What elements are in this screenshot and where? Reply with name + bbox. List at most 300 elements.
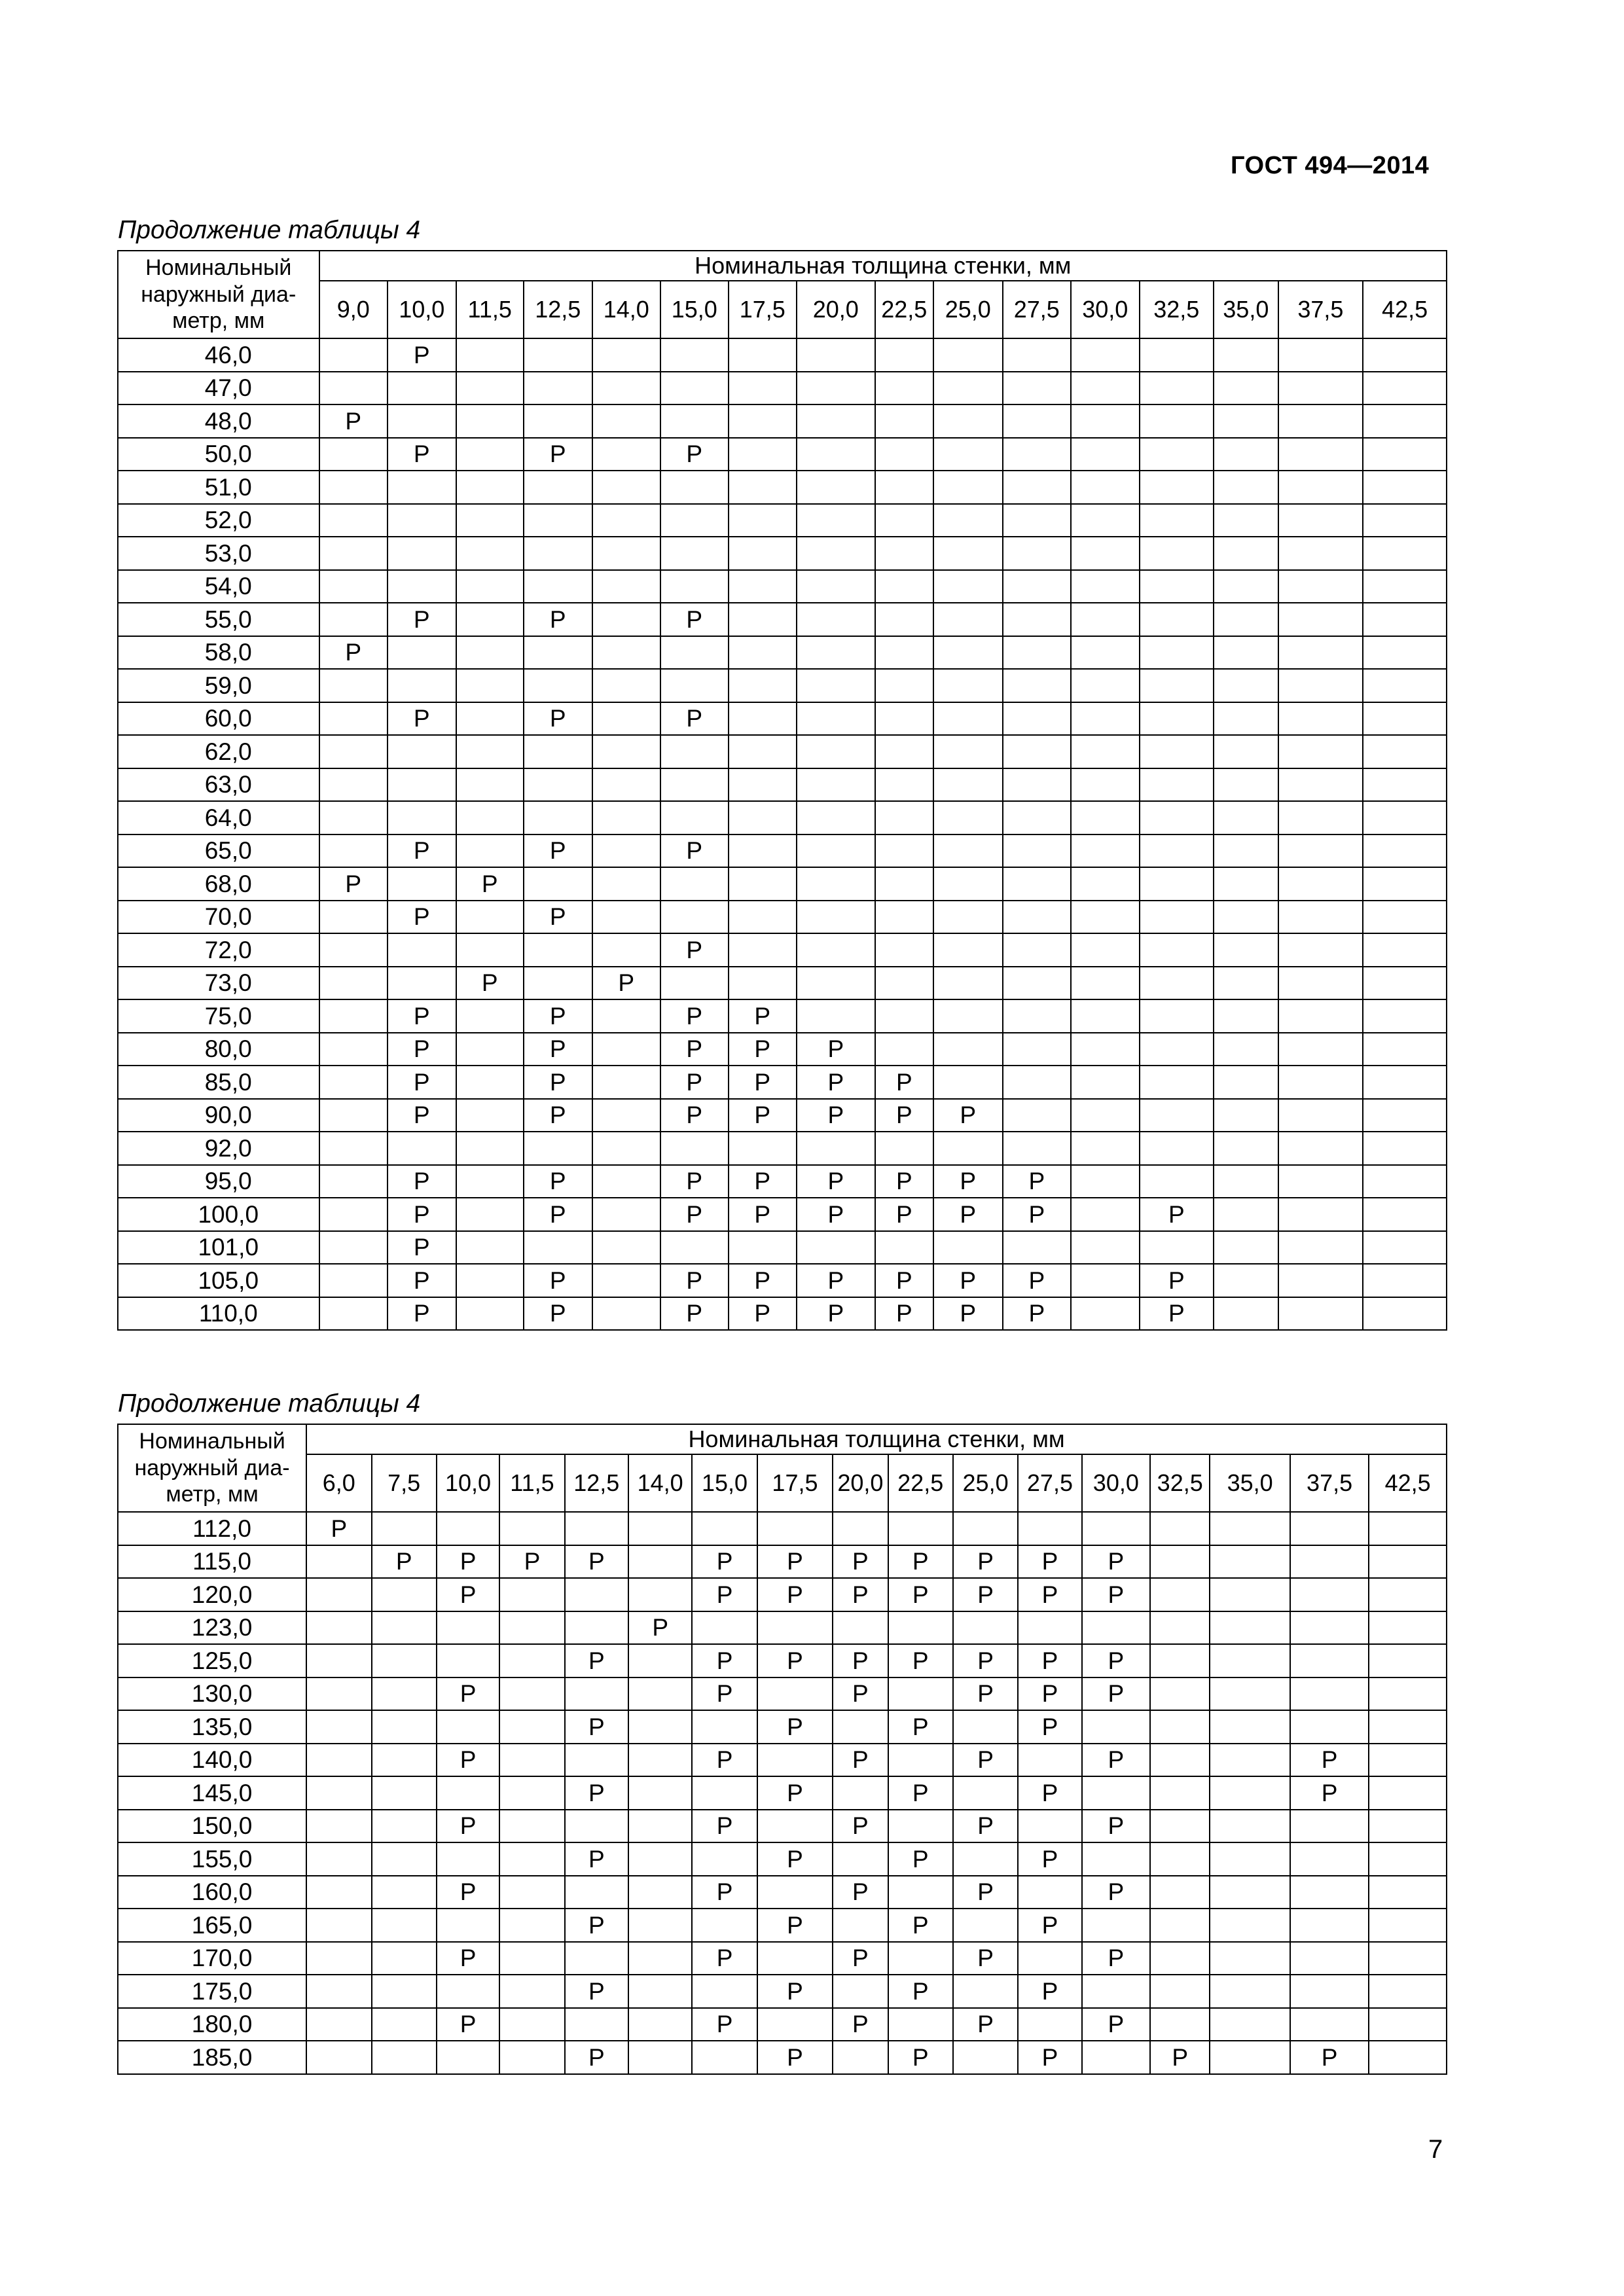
diameter-cell: 175,0	[118, 1975, 306, 2008]
availability-cell	[1071, 768, 1140, 802]
availability-cell	[565, 2008, 628, 2041]
availability-cell: Р	[1290, 1744, 1369, 1777]
availability-cell	[592, 338, 661, 372]
availability-cell	[1278, 1264, 1363, 1297]
availability-cell	[456, 735, 524, 768]
availability-cell	[319, 372, 388, 405]
table-row	[118, 1297, 1447, 1331]
availability-cell	[306, 2041, 371, 2074]
availability-cell	[1278, 1132, 1363, 1165]
diameter-cell: 47,0	[118, 372, 319, 405]
diameter-cell: 100,0	[118, 1198, 319, 1231]
availability-cell	[1150, 1578, 1210, 1611]
availability-cell	[1214, 1297, 1278, 1331]
availability-cell	[1363, 471, 1447, 504]
diameter-cell: 185,0	[118, 2041, 306, 2074]
availability-cell	[1210, 1744, 1290, 1777]
availability-cell: Р	[888, 1710, 953, 1744]
availability-cell: Р	[729, 1066, 797, 1099]
table-row	[118, 1810, 1447, 1843]
availability-cell: Р	[757, 1776, 833, 1810]
availability-cell	[1214, 1066, 1278, 1099]
availability-cell	[1363, 801, 1447, 834]
availability-cell	[933, 603, 1003, 636]
table-row	[118, 1876, 1447, 1909]
availability-cell	[933, 834, 1003, 868]
table-row	[118, 338, 1447, 372]
availability-cell	[1214, 603, 1278, 636]
availability-cell	[372, 1512, 437, 1545]
availability-cell	[388, 372, 456, 405]
availability-cell	[1363, 1231, 1447, 1265]
availability-cell	[953, 1909, 1018, 1942]
thickness-column-header: 15,0	[660, 281, 729, 338]
availability-cell	[1003, 504, 1072, 537]
availability-cell: Р	[372, 1545, 437, 1579]
availability-cell: Р	[388, 1198, 456, 1231]
availability-cell: Р	[1150, 2041, 1210, 2074]
availability-cell	[1214, 537, 1278, 570]
table-row	[118, 834, 1447, 868]
availability-cell	[1150, 1876, 1210, 1909]
availability-cell: Р	[1082, 1545, 1150, 1579]
availability-cell	[1150, 1710, 1210, 1744]
availability-cell	[660, 867, 729, 901]
availability-cell: Р	[1290, 2041, 1369, 2074]
availability-cell	[319, 702, 388, 736]
availability-cell: Р	[437, 1942, 499, 1975]
availability-cell	[1290, 1810, 1369, 1843]
availability-cell	[797, 967, 875, 1000]
availability-cell	[729, 404, 797, 438]
availability-cell: Р	[1018, 1545, 1081, 1579]
availability-cell	[524, 735, 592, 768]
availability-cell	[1363, 901, 1447, 934]
availability-cell	[660, 967, 729, 1000]
availability-cell	[1210, 1710, 1290, 1744]
availability-cell	[1278, 999, 1363, 1033]
table-row	[118, 438, 1447, 471]
availability-cell	[1071, 1132, 1140, 1165]
table-row	[118, 1198, 1447, 1231]
availability-cell	[372, 1710, 437, 1744]
table2	[117, 1424, 1447, 2075]
table-row	[118, 1545, 1447, 1579]
availability-cell: Р	[1018, 1975, 1081, 2008]
availability-cell	[592, 372, 661, 405]
availability-cell	[1290, 1909, 1369, 1942]
availability-cell	[319, 933, 388, 967]
availability-cell	[456, 999, 524, 1033]
availability-cell	[1214, 471, 1278, 504]
row-header-label: Номинальный наружный диа-метр, мм	[118, 1424, 306, 1512]
availability-cell	[319, 504, 388, 537]
availability-cell: Р	[306, 1512, 371, 1545]
wall-thickness-header: Номинальная толщина стенки, мм	[319, 251, 1447, 281]
availability-cell	[692, 1909, 757, 1942]
availability-cell	[875, 834, 933, 868]
diameter-cell: 62,0	[118, 735, 319, 768]
availability-cell	[1003, 570, 1072, 603]
availability-cell: Р	[797, 1066, 875, 1099]
availability-cell	[592, 1264, 661, 1297]
availability-cell: Р	[757, 1578, 833, 1611]
availability-cell	[456, 404, 524, 438]
availability-cell	[797, 603, 875, 636]
availability-cell: Р	[875, 1165, 933, 1198]
availability-cell	[1363, 504, 1447, 537]
availability-cell: Р	[833, 1876, 888, 1909]
availability-cell	[628, 1710, 692, 1744]
availability-cell	[953, 1512, 1018, 1545]
availability-cell	[1150, 1842, 1210, 1876]
availability-cell	[592, 999, 661, 1033]
availability-cell: Р	[797, 1165, 875, 1198]
availability-cell	[456, 669, 524, 702]
availability-cell	[319, 1099, 388, 1132]
thickness-column-header: 27,5	[1018, 1454, 1081, 1512]
availability-cell	[319, 1066, 388, 1099]
availability-cell	[1071, 1066, 1140, 1099]
availability-cell: Р	[953, 1578, 1018, 1611]
availability-cell	[592, 471, 661, 504]
availability-cell: Р	[524, 1165, 592, 1198]
availability-cell	[372, 1611, 437, 1645]
availability-cell	[1210, 1677, 1290, 1711]
availability-cell	[933, 471, 1003, 504]
availability-cell	[499, 1710, 564, 1744]
thickness-column-header: 11,5	[499, 1454, 564, 1512]
diameter-cell: 125,0	[118, 1644, 306, 1677]
availability-cell: Р	[757, 1975, 833, 2008]
availability-cell	[524, 372, 592, 405]
availability-cell	[888, 2008, 953, 2041]
availability-cell	[319, 901, 388, 934]
availability-cell	[1082, 1776, 1150, 1810]
availability-cell	[1210, 1975, 1290, 2008]
availability-cell: Р	[1018, 2041, 1081, 2074]
thickness-column-header: 42,5	[1369, 1454, 1447, 1512]
availability-cell	[797, 570, 875, 603]
availability-cell: Р	[388, 1066, 456, 1099]
availability-cell: Р	[524, 834, 592, 868]
availability-cell	[729, 471, 797, 504]
availability-cell	[456, 636, 524, 670]
availability-cell: Р	[729, 999, 797, 1033]
availability-cell	[797, 1132, 875, 1165]
availability-cell: Р	[729, 1099, 797, 1132]
table-row	[118, 636, 1447, 670]
diameter-cell: 72,0	[118, 933, 319, 967]
availability-cell	[1278, 603, 1363, 636]
availability-cell	[524, 404, 592, 438]
availability-cell	[1018, 1942, 1081, 1975]
availability-cell	[1369, 1942, 1447, 1975]
availability-cell	[388, 967, 456, 1000]
availability-cell	[1363, 1033, 1447, 1066]
table-row	[118, 1611, 1447, 1645]
availability-cell	[628, 1876, 692, 1909]
availability-cell	[833, 1710, 888, 1744]
availability-cell: Р	[833, 1578, 888, 1611]
availability-cell	[875, 1132, 933, 1165]
availability-cell	[306, 1909, 371, 1942]
availability-cell	[388, 471, 456, 504]
availability-cell	[1363, 404, 1447, 438]
availability-cell	[1150, 1942, 1210, 1975]
availability-cell	[1278, 933, 1363, 967]
availability-cell	[953, 1975, 1018, 2008]
availability-cell	[1369, 1776, 1447, 1810]
availability-cell: Р	[833, 1677, 888, 1711]
availability-cell	[1071, 669, 1140, 702]
availability-cell	[875, 1033, 933, 1066]
availability-cell	[1363, 669, 1447, 702]
diameter-cell: 123,0	[118, 1611, 306, 1645]
availability-cell	[1363, 570, 1447, 603]
availability-cell: Р	[388, 999, 456, 1033]
availability-cell	[1278, 768, 1363, 802]
availability-cell	[888, 1611, 953, 1645]
thickness-column-header: 9,0	[319, 281, 388, 338]
availability-cell: Р	[1082, 1876, 1150, 1909]
availability-cell: Р	[524, 1264, 592, 1297]
availability-cell	[1210, 1876, 1290, 1909]
availability-cell: Р	[757, 1710, 833, 1744]
availability-cell	[797, 702, 875, 736]
availability-cell	[729, 933, 797, 967]
availability-cell	[1018, 1611, 1081, 1645]
diameter-cell: 48,0	[118, 404, 319, 438]
thickness-column-header: 17,5	[729, 281, 797, 338]
availability-cell	[1290, 1644, 1369, 1677]
availability-cell	[456, 1297, 524, 1331]
availability-cell	[729, 834, 797, 868]
availability-cell	[1140, 404, 1214, 438]
availability-cell: Р	[388, 1033, 456, 1066]
availability-cell	[1003, 768, 1072, 802]
availability-cell: Р	[437, 1810, 499, 1843]
diameter-cell: 63,0	[118, 768, 319, 802]
availability-cell	[1363, 1198, 1447, 1231]
availability-cell: Р	[524, 1066, 592, 1099]
thickness-column-header: 25,0	[953, 1454, 1018, 1512]
availability-cell	[388, 504, 456, 537]
availability-cell	[524, 504, 592, 537]
availability-cell	[388, 1132, 456, 1165]
availability-cell	[306, 1744, 371, 1777]
diameter-cell: 135,0	[118, 1710, 306, 1744]
diameter-cell: 180,0	[118, 2008, 306, 2041]
availability-cell	[388, 768, 456, 802]
availability-cell	[1214, 768, 1278, 802]
availability-cell: Р	[388, 1231, 456, 1265]
availability-cell	[1071, 338, 1140, 372]
availability-cell	[953, 1842, 1018, 1876]
availability-cell: Р	[1140, 1198, 1214, 1231]
availability-cell	[1214, 404, 1278, 438]
availability-cell	[660, 669, 729, 702]
availability-cell	[592, 636, 661, 670]
availability-cell	[1140, 603, 1214, 636]
availability-cell	[1278, 504, 1363, 537]
availability-cell	[628, 1810, 692, 1843]
diameter-cell: 55,0	[118, 603, 319, 636]
table-row	[118, 1264, 1447, 1297]
availability-cell: Р	[319, 636, 388, 670]
availability-cell	[456, 471, 524, 504]
availability-cell: Р	[757, 1545, 833, 1579]
availability-cell	[388, 570, 456, 603]
availability-cell	[628, 1644, 692, 1677]
table-row	[118, 768, 1447, 802]
availability-cell	[875, 999, 933, 1033]
availability-cell	[372, 1744, 437, 1777]
availability-cell	[456, 372, 524, 405]
availability-cell: Р	[888, 1842, 953, 1876]
availability-cell	[592, 603, 661, 636]
availability-cell	[1071, 1297, 1140, 1331]
availability-cell	[1003, 999, 1072, 1033]
availability-cell	[372, 1942, 437, 1975]
availability-cell	[1003, 834, 1072, 868]
diameter-cell: 155,0	[118, 1842, 306, 1876]
availability-cell	[319, 1264, 388, 1297]
availability-cell	[592, 570, 661, 603]
availability-cell: Р	[729, 1033, 797, 1066]
availability-cell	[1071, 801, 1140, 834]
availability-cell	[499, 1909, 564, 1942]
availability-cell	[757, 1611, 833, 1645]
availability-cell	[875, 967, 933, 1000]
availability-cell	[729, 1231, 797, 1265]
availability-cell	[1210, 1810, 1290, 1843]
availability-cell	[319, 537, 388, 570]
availability-cell	[1140, 1231, 1214, 1265]
thickness-column-header: 37,5	[1278, 281, 1363, 338]
availability-cell	[933, 636, 1003, 670]
availability-cell	[456, 1198, 524, 1231]
availability-cell	[1082, 1842, 1150, 1876]
availability-cell: Р	[524, 1297, 592, 1331]
availability-cell	[372, 1842, 437, 1876]
availability-cell	[1210, 1909, 1290, 1942]
availability-cell	[1003, 702, 1072, 736]
availability-cell	[1214, 933, 1278, 967]
availability-cell	[499, 1644, 564, 1677]
diameter-cell: 54,0	[118, 570, 319, 603]
availability-cell	[797, 404, 875, 438]
availability-cell	[592, 901, 661, 934]
diameter-cell: 65,0	[118, 834, 319, 868]
availability-cell	[888, 1810, 953, 1843]
availability-cell	[1278, 669, 1363, 702]
availability-cell	[660, 1132, 729, 1165]
availability-cell	[797, 735, 875, 768]
availability-cell	[592, 1231, 661, 1265]
availability-cell: Р	[953, 1545, 1018, 1579]
thickness-column-header: 14,0	[628, 1454, 692, 1512]
availability-cell	[456, 438, 524, 471]
availability-cell	[1071, 372, 1140, 405]
diameter-cell: 52,0	[118, 504, 319, 537]
availability-cell	[1210, 1545, 1290, 1579]
availability-cell: Р	[953, 1744, 1018, 1777]
availability-cell	[933, 669, 1003, 702]
availability-cell	[1369, 1710, 1447, 1744]
availability-cell	[1363, 967, 1447, 1000]
thickness-column-header: 10,0	[388, 281, 456, 338]
availability-cell	[372, 1644, 437, 1677]
availability-cell: Р	[757, 2041, 833, 2074]
availability-cell	[1210, 2041, 1290, 2074]
availability-cell	[1071, 438, 1140, 471]
availability-cell	[388, 867, 456, 901]
availability-cell	[1140, 901, 1214, 934]
availability-cell	[833, 1909, 888, 1942]
diameter-cell: 150,0	[118, 1810, 306, 1843]
availability-cell	[797, 768, 875, 802]
availability-cell: Р	[888, 1578, 953, 1611]
availability-cell: Р	[1018, 1842, 1081, 1876]
availability-cell	[437, 1776, 499, 1810]
availability-cell	[1003, 933, 1072, 967]
availability-cell: Р	[660, 1066, 729, 1099]
availability-cell	[388, 933, 456, 967]
availability-cell: Р	[437, 1545, 499, 1579]
availability-cell: Р	[456, 967, 524, 1000]
table-row	[118, 1975, 1447, 2008]
availability-cell	[1140, 834, 1214, 868]
availability-cell	[1140, 801, 1214, 834]
availability-cell	[660, 768, 729, 802]
availability-cell	[888, 1744, 953, 1777]
availability-cell	[1071, 537, 1140, 570]
availability-cell	[729, 901, 797, 934]
availability-cell	[319, 338, 388, 372]
availability-cell: Р	[1082, 1578, 1150, 1611]
availability-cell	[1214, 1132, 1278, 1165]
availability-cell: Р	[1018, 1909, 1081, 1942]
availability-cell: Р	[660, 1165, 729, 1198]
availability-cell	[565, 1611, 628, 1645]
availability-cell	[592, 1165, 661, 1198]
availability-cell	[565, 1942, 628, 1975]
diameter-cell: 95,0	[118, 1165, 319, 1198]
availability-cell	[1140, 438, 1214, 471]
availability-cell: Р	[692, 1677, 757, 1711]
availability-cell	[1071, 999, 1140, 1033]
availability-cell	[565, 1512, 628, 1545]
thickness-column-header: 32,5	[1150, 1454, 1210, 1512]
availability-cell	[1278, 867, 1363, 901]
availability-cell	[1363, 867, 1447, 901]
availability-cell: Р	[692, 1810, 757, 1843]
table-row	[118, 735, 1447, 768]
availability-cell	[1278, 1297, 1363, 1331]
availability-cell: Р	[692, 1876, 757, 1909]
availability-cell	[456, 570, 524, 603]
availability-cell	[1363, 702, 1447, 736]
availability-cell	[1214, 735, 1278, 768]
availability-cell	[660, 537, 729, 570]
availability-cell	[499, 1611, 564, 1645]
availability-cell	[875, 901, 933, 934]
availability-cell	[1071, 834, 1140, 868]
table-row	[118, 1909, 1447, 1942]
availability-cell	[797, 834, 875, 868]
availability-cell	[1290, 2008, 1369, 2041]
